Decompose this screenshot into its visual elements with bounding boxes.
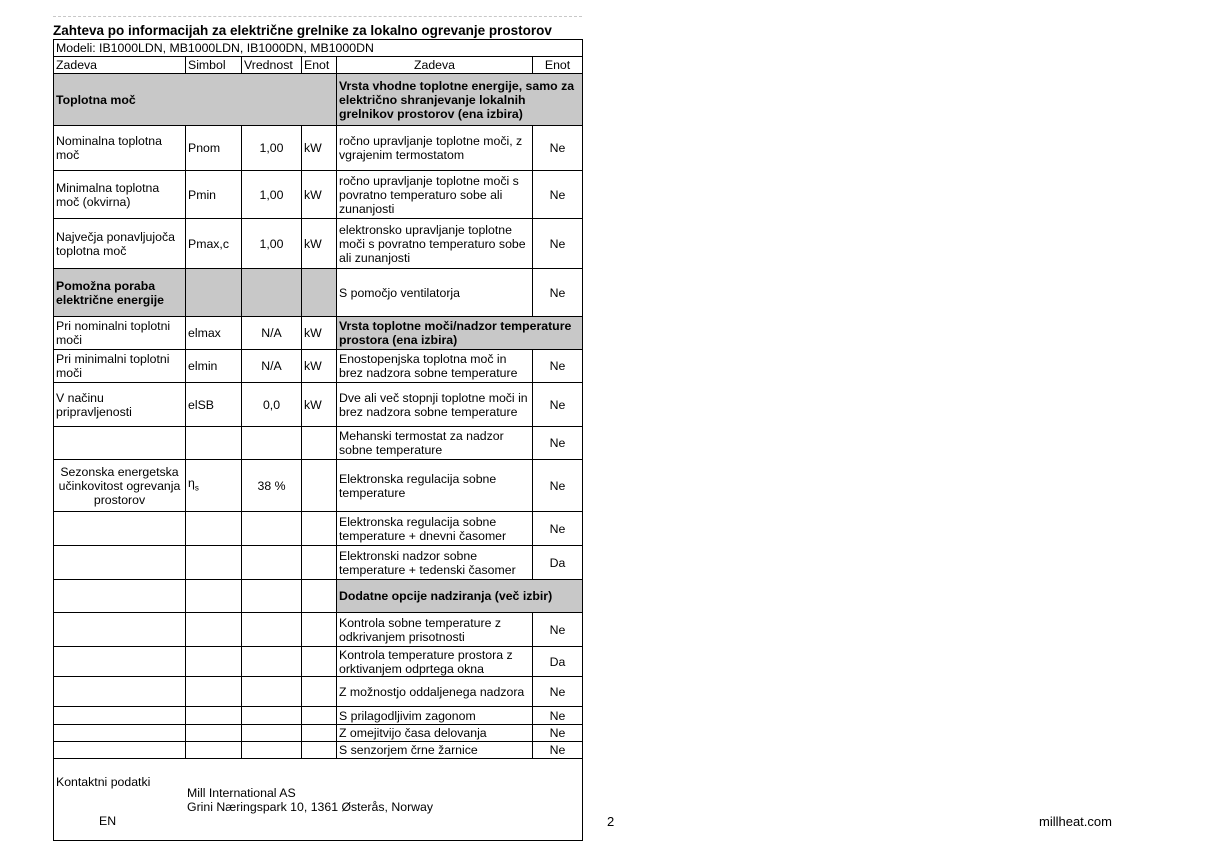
right-label: Elektronska regulacija sobne temperature [337, 460, 533, 512]
empty-cell [302, 512, 337, 546]
contact-address: Grini Næringspark 10, 1361 Østerås, Norway [187, 800, 434, 814]
info-sheet [53, 22, 582, 841]
table-row [54, 613, 583, 647]
contact-cell [54, 759, 583, 841]
right-value: Ne [533, 269, 583, 317]
eta-symbol: η [188, 475, 195, 490]
right-label: Kontrola temperature prostora z orktivanjem odprtega okna [337, 647, 533, 677]
empty-cell [186, 677, 242, 707]
right-value: Ne [533, 742, 583, 759]
right-value: Da [533, 546, 583, 580]
left-value: 1,00 [242, 171, 302, 219]
empty-cell [54, 707, 186, 725]
left-label: Pri minimalni toplotni moči [54, 350, 186, 383]
empty-cell [186, 707, 242, 725]
left-label: Največja ponavljujoča toplotna moč [54, 219, 186, 269]
empty-cell [54, 427, 186, 460]
section1-title: Vrsta vhodne toplotne energije, samo za električno shranjevanje lokalnih grelnikov prostorov (ena izbira) [337, 74, 583, 126]
right-value: Ne [533, 725, 583, 742]
efficiency-label: Sezonska energetska učinkovitost ogrevanja prostorov [54, 460, 186, 512]
empty-cell [242, 580, 302, 613]
right-value: Ne [533, 427, 583, 460]
right-label: Elektronski nadzor sobne temperature + tedenski časomer [337, 546, 533, 580]
table-row [54, 219, 583, 269]
left-value: N/A [242, 350, 302, 383]
empty-cell [54, 546, 186, 580]
empty-cell [302, 460, 337, 512]
right-value: Ne [533, 512, 583, 546]
empty-cell [186, 512, 242, 546]
header-row [54, 57, 583, 74]
empty-cell [54, 613, 186, 647]
header-enot-left: Enot [302, 57, 337, 74]
empty-cell [54, 725, 186, 742]
left-label: Pri nominalni toplotni moči [54, 317, 186, 350]
table-row [54, 350, 583, 383]
right-value: Ne [533, 171, 583, 219]
info-table [53, 39, 583, 841]
heat-output-title: Toplotna moč [54, 74, 337, 126]
empty-cell [186, 725, 242, 742]
table-row [54, 707, 583, 725]
right-label: elektronsko upravljanje toplotne moči s povratno temperaturo sobe ali zunanjosti [337, 219, 533, 269]
right-label: Dve ali več stopnji toplotne moči in brez nadzora sobne temperature [337, 383, 533, 427]
empty-cell [302, 546, 337, 580]
left-value: 1,00 [242, 219, 302, 269]
header-vrednost: Vrednost [242, 57, 302, 74]
table-row [54, 725, 583, 742]
empty-cell [54, 647, 186, 677]
left-unit: kW [302, 317, 337, 350]
right-label: S prilagodljivim zagonom [337, 707, 533, 725]
table-row [54, 126, 583, 171]
table-row [54, 546, 583, 580]
empty-cell [54, 742, 186, 759]
table-row [54, 580, 583, 613]
section3-title: Dodatne opcije nadziranja (več izbir) [337, 580, 583, 613]
table-row [54, 74, 583, 126]
empty-cell [242, 546, 302, 580]
right-label: S senzorjem črne žarnice [337, 742, 533, 759]
empty-cell [186, 580, 242, 613]
empty-cell [242, 677, 302, 707]
right-value: Ne [533, 126, 583, 171]
contact-label: Kontaktni podatki [56, 775, 151, 789]
table-row [54, 512, 583, 546]
right-value: Ne [533, 613, 583, 647]
empty-cell [186, 269, 242, 317]
empty-cell [186, 742, 242, 759]
contact-language: EN [99, 814, 117, 828]
right-value: Ne [533, 383, 583, 427]
left-symbol: elmin [186, 350, 242, 383]
left-value: 0,0 [242, 383, 302, 427]
left-symbol: elmax [186, 317, 242, 350]
table-row [54, 647, 583, 677]
left-unit: kW [302, 126, 337, 171]
left-unit: kW [302, 350, 337, 383]
empty-cell [302, 707, 337, 725]
empty-cell [54, 677, 186, 707]
left-unit: kW [302, 383, 337, 427]
empty-cell [302, 613, 337, 647]
empty-cell [242, 613, 302, 647]
left-symbol: Pmax,c [186, 219, 242, 269]
empty-cell [302, 677, 337, 707]
left-value: 1,00 [242, 126, 302, 171]
eta-subscript: s [194, 483, 199, 493]
empty-cell [242, 725, 302, 742]
efficiency-value: 38 % [242, 460, 302, 512]
right-value: Ne [533, 707, 583, 725]
right-label: Kontrola sobne temperature z odkrivanjem prisotnosti [337, 613, 533, 647]
empty-cell [302, 269, 337, 317]
empty-cell [242, 427, 302, 460]
empty-cell [242, 512, 302, 546]
table-row [54, 460, 583, 512]
table-row [54, 317, 583, 350]
contact-company: Mill International AS [187, 786, 296, 800]
table-row [54, 171, 583, 219]
top-dashed-rule [53, 16, 582, 17]
models-row [54, 40, 583, 57]
header-zadeva-right: Zadeva [337, 57, 533, 74]
empty-cell [54, 512, 186, 546]
table-row [54, 427, 583, 460]
header-simbol: Simbol [186, 57, 242, 74]
right-label: S pomočjo ventilatorja [337, 269, 533, 317]
left-unit: kW [302, 171, 337, 219]
empty-cell [302, 580, 337, 613]
right-label: ročno upravljanje toplotne moči s povratno temperaturo sobe ali zunanjosti [337, 171, 533, 219]
header-enot-right: Enot [533, 57, 583, 74]
empty-cell [186, 546, 242, 580]
website: millheat.com [1039, 814, 1112, 829]
section2-title: Vrsta toplotne moči/nadzor temperature prostora (ena izbira) [337, 317, 583, 350]
right-label: Mehanski termostat za nadzor sobne temperature [337, 427, 533, 460]
right-label: Z omejitvijo časa delovanja [337, 725, 533, 742]
right-label: Elektronska regulacija sobne temperature + dnevni časomer [337, 512, 533, 546]
table-row [54, 383, 583, 427]
empty-cell [186, 613, 242, 647]
left-unit: kW [302, 219, 337, 269]
document-title: Zahteva po informacijah za električne grelnike za lokalno ogrevanje prostorov [53, 23, 552, 38]
table-row [54, 269, 583, 317]
left-symbol: elSB [186, 383, 242, 427]
left-label: V načinu pripravljenosti [54, 383, 186, 427]
empty-cell [186, 427, 242, 460]
aux-title: Pomožna poraba električne energije [54, 269, 186, 317]
left-symbol: Pmin [186, 171, 242, 219]
empty-cell [302, 647, 337, 677]
empty-cell [242, 269, 302, 317]
table-row [54, 742, 583, 759]
models-text: Modeli: IB1000LDN, MB1000LDN, IB1000DN, MB1000DN [54, 40, 583, 57]
empty-cell [186, 647, 242, 677]
page-number: 2 [607, 814, 615, 829]
right-label: Z možnostjo oddaljenega nadzora [337, 677, 533, 707]
right-value: Ne [533, 460, 583, 512]
empty-cell [54, 580, 186, 613]
right-value: Ne [533, 677, 583, 707]
contact-row [54, 759, 583, 841]
efficiency-symbol [186, 460, 242, 512]
right-value: Ne [533, 350, 583, 383]
table-row [54, 677, 583, 707]
empty-cell [302, 725, 337, 742]
left-value: N/A [242, 317, 302, 350]
right-label: ročno upravljanje toplotne moči, z vgrajenim termostatom [337, 126, 533, 171]
right-value: Ne [533, 219, 583, 269]
empty-cell [302, 742, 337, 759]
header-zadeva-left: Zadeva [54, 57, 186, 74]
left-label: Minimalna toplotna moč (okvirna) [54, 171, 186, 219]
empty-cell [302, 427, 337, 460]
left-label: Nominalna toplotna moč [54, 126, 186, 171]
empty-cell [242, 742, 302, 759]
right-value: Da [533, 647, 583, 677]
empty-cell [242, 707, 302, 725]
left-symbol: Pnom [186, 126, 242, 171]
empty-cell [242, 647, 302, 677]
right-label: Enostopenjska toplotna moč in brez nadzora sobne temperature [337, 350, 533, 383]
